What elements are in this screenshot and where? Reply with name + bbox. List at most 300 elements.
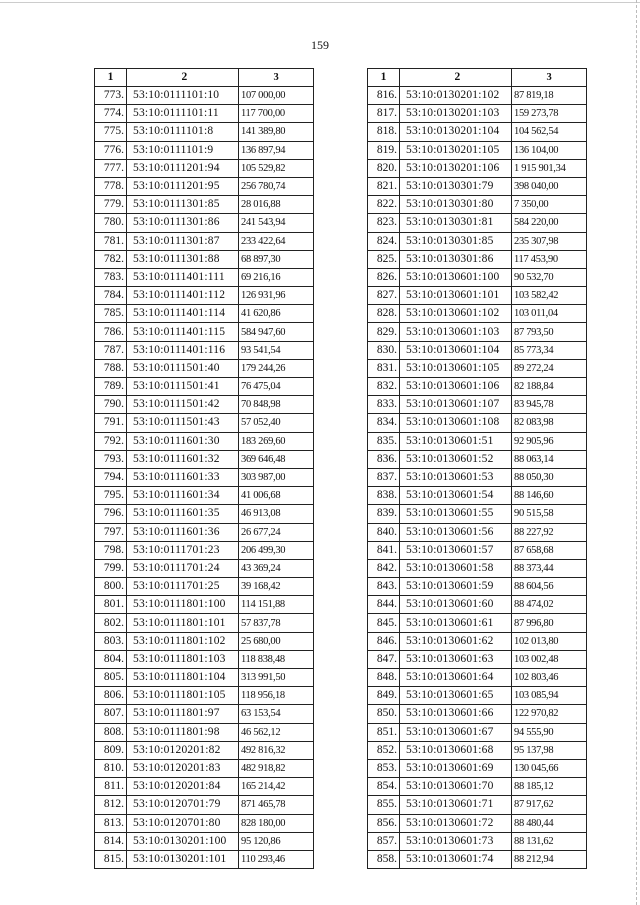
row-number: 837. xyxy=(368,468,400,486)
row-number: 801. xyxy=(95,596,127,614)
cadastral-value: 313 991,50 xyxy=(239,669,314,687)
table-row xyxy=(95,359,314,377)
table-row xyxy=(95,287,314,305)
cadastral-number: 53:10:0111201:95 xyxy=(127,177,239,195)
row-number: 792. xyxy=(95,432,127,450)
cadastral-number: 53:10:0130601:67 xyxy=(400,723,512,741)
cadastral-number: 53:10:0130201:105 xyxy=(400,141,512,159)
cadastral-number: 53:10:0130601:100 xyxy=(400,268,512,286)
cadastral-value: 83 945,78 xyxy=(512,396,587,414)
row-number: 845. xyxy=(368,614,400,632)
table-row xyxy=(95,232,314,250)
cadastral-number: 53:10:0120701:80 xyxy=(127,814,239,832)
table-row xyxy=(368,359,587,377)
table-row xyxy=(95,159,314,177)
cadastral-number: 53:10:0130601:57 xyxy=(400,541,512,559)
table-row xyxy=(368,177,587,195)
cadastral-number: 53:10:0130601:73 xyxy=(400,832,512,850)
cadastral-value: 584 220,00 xyxy=(512,214,587,232)
table-row xyxy=(368,487,587,505)
header-col-1: 1 xyxy=(368,69,400,87)
cadastral-number: 53:10:0130601:65 xyxy=(400,687,512,705)
cadastral-number: 53:10:0130601:60 xyxy=(400,596,512,614)
table-row xyxy=(95,632,314,650)
row-number: 838. xyxy=(368,487,400,505)
table-row xyxy=(368,305,587,323)
row-number: 806. xyxy=(95,687,127,705)
table-right-header-row xyxy=(368,69,587,87)
cadastral-number: 53:10:0111201:94 xyxy=(127,159,239,177)
cadastral-value: 89 272,24 xyxy=(512,359,587,377)
cadastral-value: 94 555,90 xyxy=(512,723,587,741)
cadastral-value: 28 016,88 xyxy=(239,196,314,214)
row-number: 807. xyxy=(95,705,127,723)
table-row xyxy=(95,250,314,268)
cadastral-number: 53:10:0130601:68 xyxy=(400,741,512,759)
row-number: 842. xyxy=(368,559,400,577)
cadastral-number: 53:10:0130201:106 xyxy=(400,159,512,177)
cadastral-number: 53:10:0130601:64 xyxy=(400,669,512,687)
table-row xyxy=(368,232,587,250)
cadastral-number: 53:10:0130301:85 xyxy=(400,232,512,250)
cadastral-value: 88 373,44 xyxy=(512,559,587,577)
row-number: 852. xyxy=(368,741,400,759)
cadastral-number: 53:10:0120701:79 xyxy=(127,796,239,814)
table-row xyxy=(368,141,587,159)
table-row xyxy=(95,414,314,432)
table-left xyxy=(94,68,314,869)
cadastral-number: 53:10:0130601:53 xyxy=(400,468,512,486)
table-row xyxy=(368,814,587,832)
row-number: 835. xyxy=(368,432,400,450)
table-row xyxy=(368,778,587,796)
table-row xyxy=(368,687,587,705)
cadastral-number: 53:10:0130601:63 xyxy=(400,650,512,668)
header-col-3: 3 xyxy=(239,69,314,87)
cadastral-value: 69 216,16 xyxy=(239,268,314,286)
cadastral-value: 46 913,08 xyxy=(239,505,314,523)
row-number: 851. xyxy=(368,723,400,741)
row-number: 787. xyxy=(95,341,127,359)
cadastral-value: 183 269,60 xyxy=(239,432,314,450)
table-row xyxy=(368,523,587,541)
cadastral-number: 53:10:0130601:70 xyxy=(400,778,512,796)
row-number: 824. xyxy=(368,232,400,250)
row-number: 779. xyxy=(95,196,127,214)
cadastral-value: 118 956,18 xyxy=(239,687,314,705)
row-number: 836. xyxy=(368,450,400,468)
cadastral-value: 41 006,68 xyxy=(239,487,314,505)
cadastral-number: 53:10:0130201:100 xyxy=(127,832,239,850)
table-row xyxy=(368,250,587,268)
row-number: 774. xyxy=(95,105,127,123)
cadastral-value: 136 104,00 xyxy=(512,141,587,159)
cadastral-value: 70 848,98 xyxy=(239,396,314,414)
table-row xyxy=(95,723,314,741)
cadastral-number: 53:10:0130601:104 xyxy=(400,341,512,359)
cadastral-number: 53:10:0111401:115 xyxy=(127,323,239,341)
cadastral-number: 53:10:0130601:52 xyxy=(400,450,512,468)
cadastral-number: 53:10:0120201:83 xyxy=(127,759,239,777)
table-row xyxy=(95,123,314,141)
cadastral-value: 85 773,34 xyxy=(512,341,587,359)
cadastral-value: 102 803,46 xyxy=(512,669,587,687)
row-number: 785. xyxy=(95,305,127,323)
table-row xyxy=(368,468,587,486)
cadastral-number: 53:10:0111601:35 xyxy=(127,505,239,523)
table-row xyxy=(368,123,587,141)
row-number: 844. xyxy=(368,596,400,614)
cadastral-value: 93 541,54 xyxy=(239,341,314,359)
table-row xyxy=(368,196,587,214)
table-row xyxy=(95,596,314,614)
table-row xyxy=(368,268,587,286)
cadastral-value: 126 931,96 xyxy=(239,287,314,305)
table-row xyxy=(368,723,587,741)
row-number: 857. xyxy=(368,832,400,850)
table-row xyxy=(368,505,587,523)
cadastral-number: 53:10:0130601:51 xyxy=(400,432,512,450)
table-row xyxy=(368,832,587,850)
table-row xyxy=(95,105,314,123)
row-number: 818. xyxy=(368,123,400,141)
table-row xyxy=(95,177,314,195)
row-number: 823. xyxy=(368,214,400,232)
row-number: 833. xyxy=(368,396,400,414)
cadastral-number: 53:10:0111501:40 xyxy=(127,359,239,377)
header-col-1: 1 xyxy=(95,69,127,87)
cadastral-value: 206 499,30 xyxy=(239,541,314,559)
cadastral-value: 828 180,00 xyxy=(239,814,314,832)
row-number: 786. xyxy=(95,323,127,341)
cadastral-number: 53:10:0130301:79 xyxy=(400,177,512,195)
cadastral-value: 104 562,54 xyxy=(512,123,587,141)
table-row xyxy=(368,105,587,123)
cadastral-number: 53:10:0111301:86 xyxy=(127,214,239,232)
cadastral-value: 87 793,50 xyxy=(512,323,587,341)
cadastral-number: 53:10:0111501:41 xyxy=(127,378,239,396)
row-number: 796. xyxy=(95,505,127,523)
row-number: 780. xyxy=(95,214,127,232)
cadastral-number: 53:10:0111701:24 xyxy=(127,559,239,577)
row-number: 825. xyxy=(368,250,400,268)
table-row xyxy=(95,396,314,414)
cadastral-value: 46 562,12 xyxy=(239,723,314,741)
table-row xyxy=(95,323,314,341)
table-row xyxy=(368,432,587,450)
table-row xyxy=(95,850,314,868)
cadastral-value: 95 120,86 xyxy=(239,832,314,850)
table-row xyxy=(95,378,314,396)
cadastral-number: 53:10:0111601:32 xyxy=(127,450,239,468)
row-number: 778. xyxy=(95,177,127,195)
table-row xyxy=(95,468,314,486)
cadastral-value: 105 529,82 xyxy=(239,159,314,177)
header-col-2: 2 xyxy=(127,69,239,87)
row-number: 795. xyxy=(95,487,127,505)
cadastral-value: 165 214,42 xyxy=(239,778,314,796)
row-number: 839. xyxy=(368,505,400,523)
table-row xyxy=(95,559,314,577)
row-number: 815. xyxy=(95,850,127,868)
cadastral-number: 53:10:0130601:105 xyxy=(400,359,512,377)
table-row xyxy=(95,614,314,632)
cadastral-value: 26 677,24 xyxy=(239,523,314,541)
row-number: 814. xyxy=(95,832,127,850)
row-number: 798. xyxy=(95,541,127,559)
table-row xyxy=(95,305,314,323)
cadastral-value: 122 970,82 xyxy=(512,705,587,723)
table-row xyxy=(368,323,587,341)
table-row xyxy=(368,632,587,650)
cadastral-value: 41 620,86 xyxy=(239,305,314,323)
cadastral-value: 103 002,48 xyxy=(512,650,587,668)
table-row xyxy=(95,523,314,541)
cadastral-number: 53:10:0130201:103 xyxy=(400,105,512,123)
cadastral-value: 241 543,94 xyxy=(239,214,314,232)
cadastral-value: 68 897,30 xyxy=(239,250,314,268)
cadastral-value: 141 389,80 xyxy=(239,123,314,141)
cadastral-value: 87 819,18 xyxy=(512,87,587,105)
cadastral-number: 53:10:0111801:105 xyxy=(127,687,239,705)
row-number: 804. xyxy=(95,650,127,668)
row-number: 830. xyxy=(368,341,400,359)
cadastral-number: 53:10:0130601:74 xyxy=(400,850,512,868)
table-row xyxy=(368,159,587,177)
row-number: 840. xyxy=(368,523,400,541)
row-number: 782. xyxy=(95,250,127,268)
cadastral-value: 103 085,94 xyxy=(512,687,587,705)
table-row xyxy=(95,669,314,687)
cadastral-value: 492 816,32 xyxy=(239,741,314,759)
row-number: 817. xyxy=(368,105,400,123)
cadastral-number: 53:10:0130601:107 xyxy=(400,396,512,414)
cadastral-number: 53:10:0111601:33 xyxy=(127,468,239,486)
cadastral-value: 159 273,78 xyxy=(512,105,587,123)
header-col-2: 2 xyxy=(400,69,512,87)
cadastral-value: 82 188,84 xyxy=(512,378,587,396)
cadastral-value: 871 465,78 xyxy=(239,796,314,814)
table-row xyxy=(95,450,314,468)
row-number: 809. xyxy=(95,741,127,759)
cadastral-number: 53:10:0130601:61 xyxy=(400,614,512,632)
cadastral-number: 53:10:0111401:111 xyxy=(127,268,239,286)
row-number: 828. xyxy=(368,305,400,323)
header-col-3: 3 xyxy=(512,69,587,87)
row-number: 843. xyxy=(368,578,400,596)
row-number: 797. xyxy=(95,523,127,541)
cadastral-value: 117 453,90 xyxy=(512,250,587,268)
cadastral-number: 53:10:0130601:103 xyxy=(400,323,512,341)
cadastral-number: 53:10:0130201:101 xyxy=(127,850,239,868)
cadastral-value: 103 011,04 xyxy=(512,305,587,323)
cadastral-value: 82 083,98 xyxy=(512,414,587,432)
row-number: 820. xyxy=(368,159,400,177)
cadastral-number: 53:10:0111701:23 xyxy=(127,541,239,559)
scan-right-edge xyxy=(636,0,640,905)
cadastral-number: 53:10:0130601:55 xyxy=(400,505,512,523)
cadastral-number: 53:10:0111101:9 xyxy=(127,141,239,159)
row-number: 777. xyxy=(95,159,127,177)
row-number: 831. xyxy=(368,359,400,377)
table-row xyxy=(95,814,314,832)
table-row xyxy=(368,414,587,432)
row-number: 813. xyxy=(95,814,127,832)
table-row xyxy=(368,614,587,632)
cadastral-number: 53:10:0130601:66 xyxy=(400,705,512,723)
row-number: 847. xyxy=(368,650,400,668)
cadastral-value: 76 475,04 xyxy=(239,378,314,396)
row-number: 781. xyxy=(95,232,127,250)
table-row xyxy=(368,705,587,723)
cadastral-number: 53:10:0111301:85 xyxy=(127,196,239,214)
table-row xyxy=(368,669,587,687)
cadastral-value: 1 915 901,34 xyxy=(512,159,587,177)
cadastral-value: 88 131,62 xyxy=(512,832,587,850)
cadastral-value: 110 293,46 xyxy=(239,850,314,868)
table-row xyxy=(95,650,314,668)
row-number: 846. xyxy=(368,632,400,650)
cadastral-value: 25 680,00 xyxy=(239,632,314,650)
cadastral-number: 53:10:0130601:69 xyxy=(400,759,512,777)
cadastral-value: 303 987,00 xyxy=(239,468,314,486)
table-row xyxy=(95,432,314,450)
row-number: 855. xyxy=(368,796,400,814)
table-left-header-row xyxy=(95,69,314,87)
cadastral-value: 136 897,94 xyxy=(239,141,314,159)
cadastral-value: 482 918,82 xyxy=(239,759,314,777)
cadastral-value: 103 582,42 xyxy=(512,287,587,305)
cadastral-value: 95 137,98 xyxy=(512,741,587,759)
table-row xyxy=(95,778,314,796)
cadastral-number: 53:10:0111301:88 xyxy=(127,250,239,268)
cadastral-value: 584 947,60 xyxy=(239,323,314,341)
row-number: 789. xyxy=(95,378,127,396)
cadastral-number: 53:10:0130601:102 xyxy=(400,305,512,323)
cadastral-value: 233 422,64 xyxy=(239,232,314,250)
table-row xyxy=(368,650,587,668)
table-left-body xyxy=(95,69,314,869)
row-number: 841. xyxy=(368,541,400,559)
cadastral-number: 53:10:0130201:104 xyxy=(400,123,512,141)
row-number: 816. xyxy=(368,87,400,105)
cadastral-value: 57 837,78 xyxy=(239,614,314,632)
cadastral-number: 53:10:0130601:72 xyxy=(400,814,512,832)
row-number: 794. xyxy=(95,468,127,486)
table-row xyxy=(95,487,314,505)
table-row xyxy=(95,687,314,705)
table-row xyxy=(368,378,587,396)
row-number: 849. xyxy=(368,687,400,705)
cadastral-value: 179 244,26 xyxy=(239,359,314,377)
row-number: 784. xyxy=(95,287,127,305)
cadastral-number: 53:10:0111401:116 xyxy=(127,341,239,359)
table-row xyxy=(368,741,587,759)
cadastral-value: 57 052,40 xyxy=(239,414,314,432)
cadastral-number: 53:10:0130601:62 xyxy=(400,632,512,650)
cadastral-number: 53:10:0111501:43 xyxy=(127,414,239,432)
cadastral-number: 53:10:0130601:106 xyxy=(400,378,512,396)
row-number: 805. xyxy=(95,669,127,687)
table-row xyxy=(368,287,587,305)
table-row xyxy=(368,214,587,232)
row-number: 811. xyxy=(95,778,127,796)
cadastral-number: 53:10:0130601:59 xyxy=(400,578,512,596)
row-number: 832. xyxy=(368,378,400,396)
cadastral-number: 53:10:0111801:102 xyxy=(127,632,239,650)
cadastral-value: 88 050,30 xyxy=(512,468,587,486)
cadastral-value: 398 040,00 xyxy=(512,177,587,195)
row-number: 821. xyxy=(368,177,400,195)
cadastral-number: 53:10:0111601:30 xyxy=(127,432,239,450)
row-number: 853. xyxy=(368,759,400,777)
cadastral-number: 53:10:0111101:11 xyxy=(127,105,239,123)
cadastral-number: 53:10:0120201:82 xyxy=(127,741,239,759)
row-number: 850. xyxy=(368,705,400,723)
table-row xyxy=(368,578,587,596)
table-row xyxy=(368,87,587,105)
cadastral-number: 53:10:0130601:56 xyxy=(400,523,512,541)
table-right-body xyxy=(368,69,587,869)
cadastral-number: 53:10:0111601:34 xyxy=(127,487,239,505)
table-row xyxy=(95,214,314,232)
table-right xyxy=(367,68,587,869)
table-row xyxy=(368,396,587,414)
row-number: 800. xyxy=(95,578,127,596)
row-number: 803. xyxy=(95,632,127,650)
cadastral-number: 53:10:0111801:98 xyxy=(127,723,239,741)
row-number: 812. xyxy=(95,796,127,814)
cadastral-value: 118 838,48 xyxy=(239,650,314,668)
cadastral-number: 53:10:0120201:84 xyxy=(127,778,239,796)
cadastral-value: 88 227,92 xyxy=(512,523,587,541)
table-row xyxy=(95,541,314,559)
row-number: 856. xyxy=(368,814,400,832)
cadastral-value: 102 013,80 xyxy=(512,632,587,650)
row-number: 791. xyxy=(95,414,127,432)
table-row xyxy=(368,850,587,868)
row-number: 819. xyxy=(368,141,400,159)
cadastral-value: 90 532,70 xyxy=(512,268,587,286)
cadastral-value: 256 780,74 xyxy=(239,177,314,195)
cadastral-number: 53:10:0111801:103 xyxy=(127,650,239,668)
table-row xyxy=(368,541,587,559)
cadastral-value: 63 153,54 xyxy=(239,705,314,723)
cadastral-value: 43 369,24 xyxy=(239,559,314,577)
table-row xyxy=(95,268,314,286)
cadastral-number: 53:10:0130301:86 xyxy=(400,250,512,268)
cadastral-number: 53:10:0130601:54 xyxy=(400,487,512,505)
table-row xyxy=(95,505,314,523)
cadastral-value: 7 350,00 xyxy=(512,196,587,214)
row-number: 810. xyxy=(95,759,127,777)
table-row xyxy=(368,596,587,614)
row-number: 775. xyxy=(95,123,127,141)
table-row xyxy=(95,196,314,214)
cadastral-value: 87 996,80 xyxy=(512,614,587,632)
row-number: 826. xyxy=(368,268,400,286)
cadastral-value: 235 307,98 xyxy=(512,232,587,250)
cadastral-number: 53:10:0130601:71 xyxy=(400,796,512,814)
table-row xyxy=(95,832,314,850)
cadastral-number: 53:10:0130601:101 xyxy=(400,287,512,305)
cadastral-value: 92 905,96 xyxy=(512,432,587,450)
cadastral-number: 53:10:0111801:97 xyxy=(127,705,239,723)
row-number: 799. xyxy=(95,559,127,577)
cadastral-value: 114 151,88 xyxy=(239,596,314,614)
cadastral-number: 53:10:0111501:42 xyxy=(127,396,239,414)
table-row xyxy=(368,759,587,777)
